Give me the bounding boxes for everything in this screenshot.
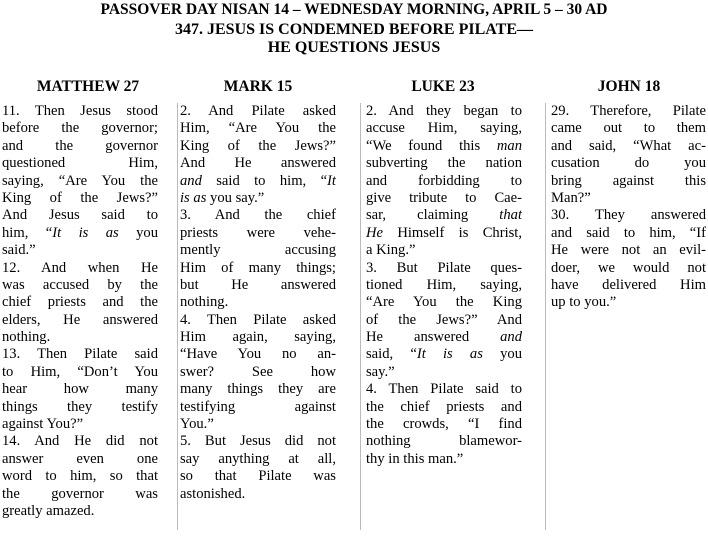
column-matthew — [2, 103, 158, 520]
verse-line: 3. And the chief — [180, 207, 336, 224]
column-divider — [177, 103, 178, 530]
verse-line: 11. Then Jesus stood — [2, 103, 158, 119]
verse-line: so that Pilate was — [180, 468, 336, 485]
verse-line: elders, He answered — [2, 311, 158, 328]
verse-line: astonished. — [180, 485, 246, 502]
column-luke — [366, 103, 522, 468]
column-heading-luke: LUKE 23 — [411, 78, 475, 95]
verse-line: He were not an evil- — [551, 242, 706, 259]
verse-line: sar, claiming that — [366, 207, 522, 224]
verse-line: He Himself is Christ, — [366, 224, 522, 241]
verse-line: “We found this man — [366, 137, 522, 154]
verse-line: and forbidding to — [366, 172, 522, 189]
verse-line: mently accusing — [180, 242, 336, 259]
column-heading-john: JOHN 18 — [597, 78, 661, 95]
verse-line: greatly amazed. — [2, 502, 95, 519]
column-heading-matthew: MATTHEW 27 — [36, 78, 140, 95]
verse-line: came out to them — [551, 120, 706, 137]
verse-line: King of the Jews?” — [180, 137, 336, 154]
verse-line: nothing blamewor- — [366, 433, 522, 450]
verse-line: 14. And He did not — [2, 433, 158, 450]
verse-line: nothing. — [2, 329, 51, 346]
column-mark — [180, 103, 336, 503]
verse-line: of the Jews?” And — [366, 311, 522, 328]
verse-line: 2. And Pilate asked — [180, 103, 336, 119]
page-title: PASSOVER DAY NISAN 14 – WEDNESDAY MORNING, APRIL 5 – 30 AD — [100, 1, 608, 18]
verse-line: 30. They answered — [551, 207, 706, 224]
verse-line: He answered and — [366, 329, 522, 346]
verse-line: and said to him, “If — [551, 224, 706, 241]
verse-line: against You?” — [2, 416, 84, 433]
verse-line: 4. Then Pilate said to — [366, 381, 522, 398]
verse-line: said, “It is as you — [366, 346, 522, 363]
verse-line: bring against this — [551, 172, 706, 189]
verse-line: “Are You the King — [366, 294, 522, 311]
verse-line: to Him, “Don’t You — [2, 363, 158, 380]
verse-line: King of the Jews?” — [2, 189, 158, 206]
column-heading-mark: MARK 15 — [223, 78, 293, 95]
verse-line: And He answered — [180, 155, 336, 172]
verse-line: 4. Then Pilate asked — [180, 311, 336, 328]
verse-line: and the governor — [2, 137, 158, 154]
verse-line: a King.” — [366, 242, 416, 259]
verse-line: give tribute to Cae- — [366, 189, 522, 206]
verse-line: 5. But Jesus did not — [180, 433, 336, 450]
verse-line: tioned Him, saying, — [366, 276, 522, 293]
verse-line: was accused by the — [2, 276, 158, 293]
verse-line: “Have You no an- — [180, 346, 336, 363]
verse-line: And Jesus said to — [2, 207, 158, 224]
verse-line: Him, “Are You the — [180, 120, 336, 137]
verse-line: subverting the nation — [366, 155, 522, 172]
verse-line: questioned Him, — [2, 155, 158, 172]
verse-line: say.” — [366, 363, 395, 380]
verse-line: cusation do you — [551, 155, 706, 172]
verse-line: priests were vehe- — [180, 224, 336, 241]
verse-line: and said, “What ac- — [551, 137, 706, 154]
section-title — [0, 21, 708, 57]
verse-line: is as you say.” — [180, 189, 265, 206]
verse-line: 12. And when He — [2, 259, 158, 276]
column-divider — [360, 103, 361, 530]
verse-line: before the governor; — [2, 120, 158, 137]
verse-line: word to him, so that — [2, 468, 158, 485]
column-divider — [545, 103, 546, 530]
verse-line: say anything at all, — [180, 450, 336, 467]
verse-line: the crowds, “I find — [366, 416, 522, 433]
verse-line: the governor was — [2, 485, 158, 502]
section-title-line-1: 347. JESUS IS CONDEMNED BEFORE PILATE— — [175, 21, 533, 38]
section-title-line-2: HE QUESTIONS JESUS — [267, 39, 441, 56]
verse-line: many things they are — [180, 381, 336, 398]
verse-line: Him of many things; — [180, 259, 336, 276]
verse-line: the chief priests and — [366, 398, 522, 415]
verse-line: 2. And they began to — [366, 103, 522, 119]
verse-line: hear how many — [2, 381, 158, 398]
verse-line: have delivered Him — [551, 276, 706, 293]
verse-line: accuse Him, saying, — [366, 120, 522, 137]
verse-line: 3. But Pilate ques- — [366, 259, 522, 276]
verse-line: thy in this man.” — [366, 450, 464, 467]
verse-line: up to you.” — [551, 294, 617, 311]
verse-line: things they testify — [2, 398, 158, 415]
verse-line: doer, we would not — [551, 259, 706, 276]
verse-line: saying, “Are You the — [2, 172, 158, 189]
verse-line: Man?” — [551, 189, 591, 206]
verse-line: answer even one — [2, 450, 158, 467]
verse-line: testifying against — [180, 398, 336, 415]
column-john — [551, 103, 706, 312]
verse-line: but He answered — [180, 276, 336, 293]
verse-line: him, “It is as you — [2, 224, 158, 241]
verse-line: Him again, saying, — [180, 329, 336, 346]
verse-line: nothing. — [180, 294, 229, 311]
verse-line: and said to him, “It — [180, 172, 336, 189]
verse-line: 29. Therefore, Pilate — [551, 103, 706, 119]
verse-line: 13. Then Pilate said — [2, 346, 158, 363]
verse-line: said.” — [2, 242, 36, 259]
verse-line: chief priests and the — [2, 294, 158, 311]
verse-line: swer? See how — [180, 363, 336, 380]
verse-line: You.” — [180, 416, 214, 433]
